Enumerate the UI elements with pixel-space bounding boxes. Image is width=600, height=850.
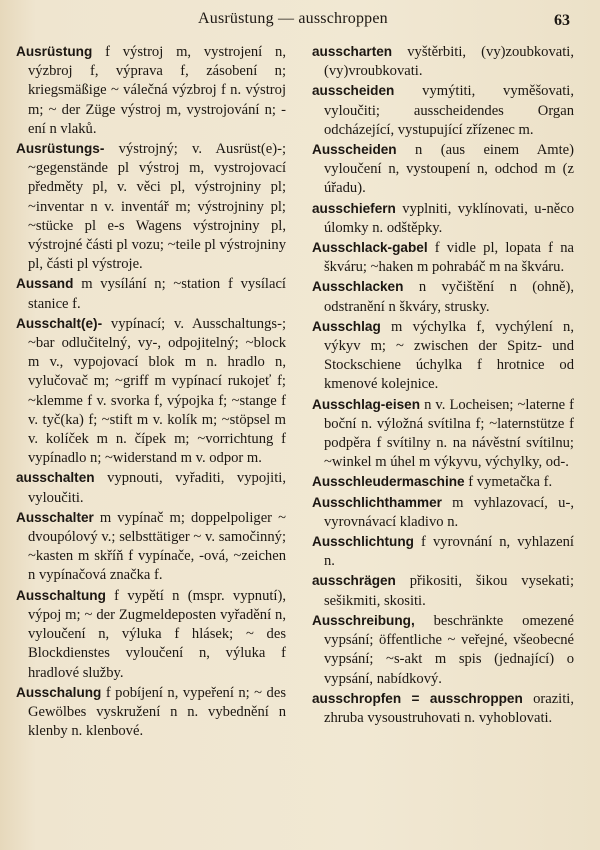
dictionary-entry [312,532,574,571]
entry-headword: Ausschlag-eisen [312,396,421,412]
entry-definition: n vyčištění n (ohně), odstranění n škváry, strusky. [324,279,574,315]
entry-headword: Ausschalung [16,684,102,700]
entry-headword: Ausschlag [312,318,381,334]
dictionary-entry [312,199,574,238]
entry-headword: Ausschlacken [312,279,404,295]
entry-definition: m vysílání n; ~station f vysílací stanice f. [28,276,286,312]
entry-definition: oraziti, zhruba vysoustruhovati n. vyhoblovati. [324,690,574,726]
entry-headword: Aussand [16,276,74,292]
entry-headword: Ausschlichtung [312,534,414,550]
entry-definition: výstrojný; v. Ausrüst(e)-; ~gegenstände pl výstroj m, vystrojovací předměty pl, v. věci pl, výstrojniny pl; ~inventar n v. inventář m; výstrojniny pl; ~stücke pl e-s Wagens výstrojniny pl, výstrojné části pl vozu; ~teile pl výstrojniny pl, části pl výstroje. [28,141,286,273]
dictionary-entry [16,139,286,274]
dictionary-entry [312,81,574,140]
dictionary-entry [312,571,574,610]
entry-headword: Ausscheiden [312,142,397,158]
entry-definition: f vyrovnání n, vyhlazení n. [324,534,574,570]
entry-definition: f vymetačka f. [464,474,553,491]
entry-definition: f vypětí n (mspr. vypnutí), výpoj m; ~ der Zugmeldeposten vyřadění n, vyloučení n, výluka f hlásek; ~ des Blockdienstes vyloučení n, výluka f hradlové služby. [28,587,286,681]
dictionary-entry [16,508,286,586]
entry-definition: f výstroj m, vystrojení n, výzbroj f, výprava f, zásobení n; kriegsmäßige ~ válečná výzbroj f n. výstroj m; ~ der Züge výstroj m, vystrojování n; -ení n vlaků. [28,44,286,137]
entry-definition: vypínací; v. Ausschaltungs-; ~bar odlučitelný, vy-, odpojitelný; ~block m v., vypojovací blok m n. hradlo n, vylučovač m; ~griff m vypínací rukojeť f; ~klemme f v. svorka f, výpojka f; ~stange f v. tyč(ka) f; ~stift m v. kolík m; ~stöpsel m v. kolíček m n. čípek m; ~vorrichtung f vypínadlo n; ~widerstand m v. odpor m. [28,315,286,467]
entry-definition: m vyhlazovací, u-, vyrovnávací kladivo n. [324,494,574,530]
entry-definition: beschränkte omezené vypsání; öffentliche ~ veřejné, všeobecné vypsání; ~s-akt m spis (jednající) o vypsání, nabídkový. [324,612,574,687]
entry-headword: ausschrägen [312,573,396,589]
dictionary-entry [312,140,574,199]
entry-headword: Ausschalter [16,509,94,525]
dictionary-entry [16,274,286,313]
entry-headword: Ausschaltung [16,587,106,603]
entry-headword: ausscharten [312,44,393,59]
entry-headword: ausschropfen = ausschroppen [312,690,523,706]
entry-definition: n (aus einem Amte) vyloučení n, vystoupení n, odchod m (z úřadu). [324,142,574,197]
entry-headword: ausschiefern [312,200,396,216]
dictionary-entry [312,42,574,81]
running-head: Ausrüstung — ausschroppen [198,10,388,27]
entry-definition: vyplniti, vyklínovati, u-něco úlomky n. odštěpky. [324,200,574,236]
entry-definition: m vypínač m; doppelpoliger ~ dvoupólový v.; selbsttätiger ~ v. samočinný; ~kasten m skříň f vypínače, -ová, ~zeichen n vypínačová značka f. [28,509,286,584]
left-column [16,42,286,741]
dictionary-entry [312,611,574,689]
entry-definition: vypnouti, vyřaditi, vypojiti, vyloučiti. [28,470,286,506]
entry-definition: přikositi, šikou vysekati; sešikmiti, skositi. [324,573,574,609]
entry-definition: f pobíjení n, vypeření n; ~ des Gewölbes vyskružení n n. vybednění n klenby n. klenbové. [28,684,286,740]
entry-definition: vymýtiti, vyměšovati, vyloučiti; ausscheidendes Organ odcházející, vystupující zřízenec m. [324,83,574,138]
entry-headword: Ausschleudermaschine [312,474,465,490]
entry-headword: Ausschlack-gabel [312,240,428,256]
entry-headword: ausscheiden [312,83,395,99]
dictionary-entry [312,395,574,473]
entry-headword: ausschalten [16,470,95,486]
entry-definition: f vidle pl, lopata f na škváru; ~haken m pohrabáč m na škváru. [324,240,574,276]
dictionary-entry [16,468,286,507]
page-number: 63 [554,12,570,29]
entry-headword: Ausrüstungs- [16,141,105,157]
entry-headword: Ausschlichthammer [312,494,442,510]
dictionary-entry [312,472,574,492]
dictionary-entry [312,493,574,532]
entry-headword: Ausrüstung [16,44,93,59]
dictionary-entry [312,277,574,316]
entry-definition: vyštěrbiti, (vy)zoubkovati, (vy)vroubkovati. [324,44,574,80]
dictionary-entry [312,317,574,395]
entry-headword: Ausschreibung, [312,612,415,628]
dictionary-entry [16,586,286,683]
right-column [312,42,574,728]
dictionary-entry [16,314,286,469]
entry-definition: m výchylka f, vychýlení n, výkyv m; ~ zwischen der Spitz- und Stockschiene úchylka f hrotnice od kmenové kolejnice. [324,318,574,393]
page-header [0,10,600,34]
dictionary-entry [312,689,574,728]
entry-definition: n v. Locheisen; ~laterne f boční n. výložná svítilna f; ~laternstütze f podpěra f svítilny n. na návěstní svítilnu; ~winkel m úhel m výkyvu, výchylky, od-. [324,396,574,471]
entry-headword: Ausschalt(e)- [16,315,103,331]
dictionary-entry [16,42,286,139]
dictionary-entry [312,238,574,277]
dictionary-entry [16,683,286,742]
